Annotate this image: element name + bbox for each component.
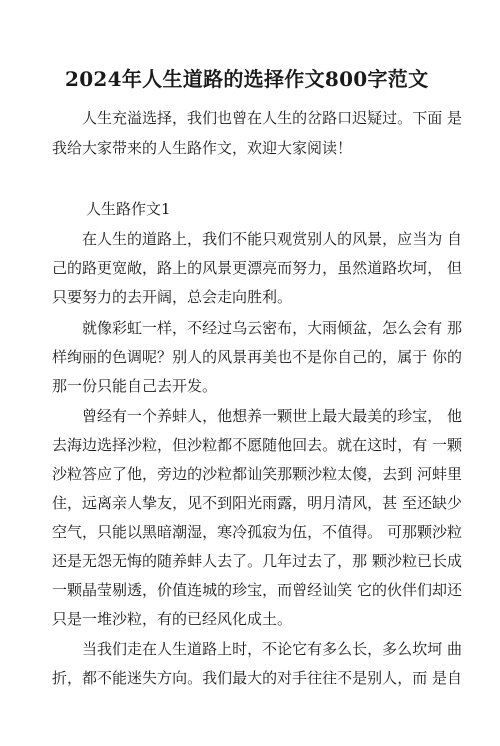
paragraph-line: 样绚丽的色调呢？别人的风景再美也不是你自己的，属于 你的 [52, 348, 462, 366]
paragraph-line: 空气，只能以黑暗潮湿，寒冷孤寂为伍，不值得。 可那颗沙粒 [52, 523, 462, 541]
paragraph-line: 沙粒答应了他，旁边的沙粒都讪笑那颗沙粒太傻，去到 河蚌里 [52, 465, 462, 483]
paragraph-line: 只是一堆沙粒，有的已经风化成土。 [52, 610, 293, 628]
paragraph-line: 就像彩虹一样，不经过乌云密布，大雨倾盆，怎么会有 那 [82, 319, 462, 337]
section-heading: 人生路作文1 [86, 200, 171, 218]
paragraph-line: 在人生的道路上，我们不能只观赏别人的风景，应当为 自 [82, 230, 462, 248]
paragraph-line: 去海边选择沙粒，但沙粒都不愿随他回去。就在这时，有 一颗 [52, 436, 462, 454]
paragraph-line: 那一份只能自己去开发。 [52, 377, 218, 395]
paragraph-line: 己的路更宽敞，路上的风景更漂亮而努力，虽然道路坎坷， 但 [52, 259, 462, 277]
intro-line: 我给大家带来的人生路作文，欢迎大家阅读！ [52, 139, 353, 157]
paragraph-line: 还是无怨无悔的随养蚌人去了。几年过去了，那 颗沙粒已长成 [52, 552, 462, 570]
paragraph-line: 一颗晶莹剔透，价值连城的珍宝，而曾经讪笑 它的伙伴们却还 [52, 581, 462, 599]
paragraph-line: 只要努力的去开阔，总会走向胜利。 [52, 288, 293, 306]
intro-line: 人生充溢选择，我们也曾在人生的岔路口迟疑过。下面 是 [82, 109, 462, 127]
paragraph-line: 折，都不能迷失方向。我们最大的对手往往不是别人，而 是自 [52, 669, 462, 687]
paragraph-line: 当我们走在人生道路上时，不论它有多么长，多么坎坷 曲 [82, 640, 462, 658]
paragraph-line: 住，远离亲人挚友，见不到阳光雨露，明月清风，甚 至还缺少 [52, 494, 462, 512]
paragraph-line: 曾经有一个养蚌人，他想养一颗世上最大最美的珍宝， 他 [82, 407, 462, 425]
page-title: 2024年人生道路的选择作文800字范文 [65, 67, 429, 91]
